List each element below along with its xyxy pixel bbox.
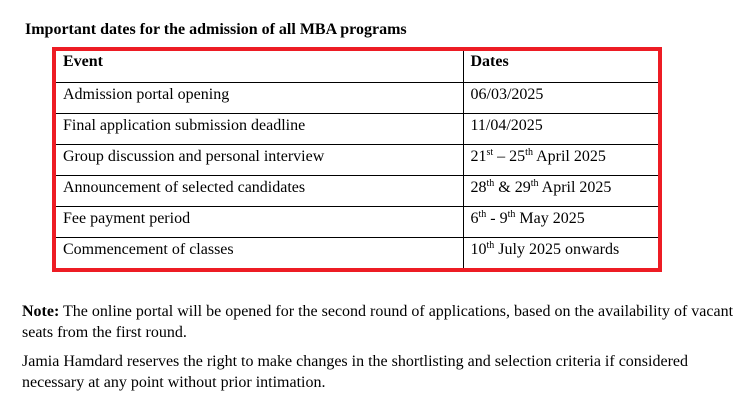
event-cell: Group discussion and personal interview [56,144,463,175]
table-row [56,82,658,113]
table-row [56,175,658,206]
note-paragraph [22,301,742,343]
ordinal-suffix: th [525,146,533,158]
section-title: Important dates for the admission of all MBA programs [25,21,407,38]
ordinal-suffix: st [486,146,494,158]
event-cell: Commencement of classes [56,237,463,268]
table-header-row [56,51,658,82]
ordinal-suffix: th [530,177,539,189]
header-event: Event [56,51,463,82]
ordinal-suffix: th [507,208,516,220]
disclaimer-paragraph: Jamia Hamdard reserves the right to make changes in the shortlisting and selection criteria if considered necessary at any point without prior intimation. [22,353,688,391]
table-row [56,113,658,144]
table-row [56,144,658,175]
date-cell: 11/04/2025 [463,113,658,144]
ordinal-suffix: th [486,239,495,251]
highlight-box [52,47,662,272]
date-cell: 21st – 25th April 2025 [463,144,658,175]
admission-dates-table [56,51,658,268]
note-text: The online portal will be opened for the second round of applications, based on the availability of vacant seats from the first round. [22,303,734,341]
event-cell: Final application submission deadline [56,113,463,144]
table-row [56,237,658,268]
date-cell: 6th - 9th May 2025 [463,206,658,237]
date-cell: 28th & 29th April 2025 [463,175,658,206]
ordinal-suffix: th [486,177,495,189]
event-cell: Admission portal opening [56,82,463,113]
header-dates: Dates [470,53,509,70]
table-row [56,206,658,237]
date-cell: 10th July 2025 onwards [463,237,658,268]
event-cell: Fee payment period [56,206,463,237]
note-label: Note: [22,303,60,320]
date-cell: 06/03/2025 [463,82,658,113]
ordinal-suffix: th [478,208,487,220]
event-cell: Announcement of selected candidates [56,175,463,206]
